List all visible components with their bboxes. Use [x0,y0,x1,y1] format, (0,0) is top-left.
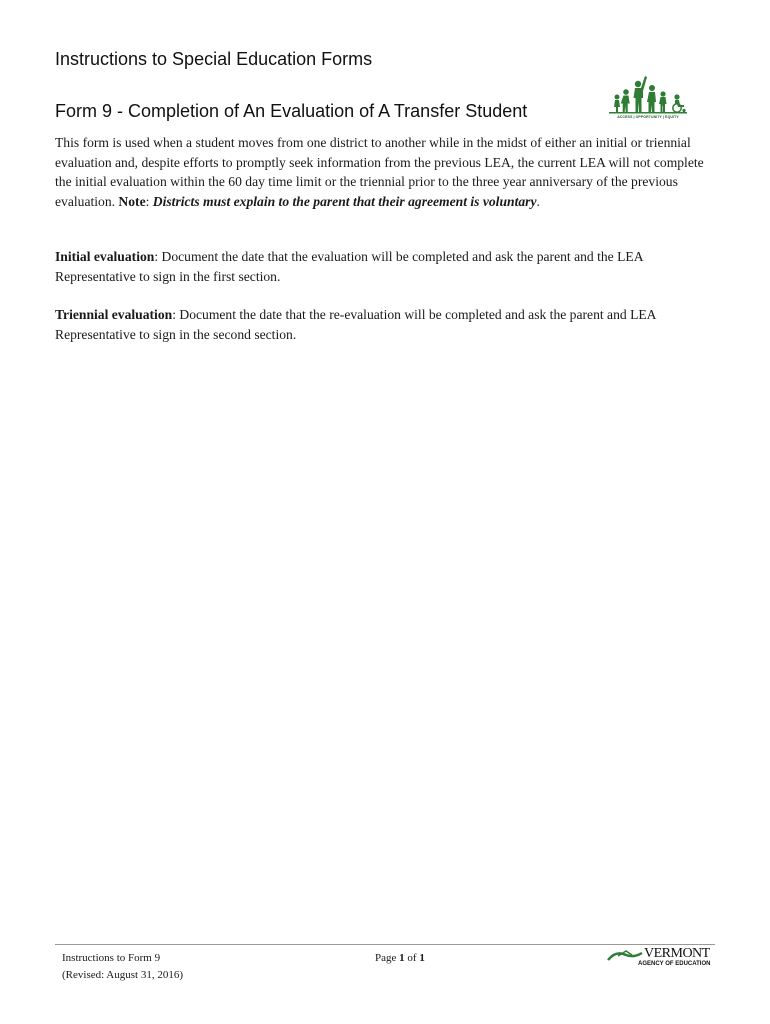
logo-tagline: ACCESS | OPPORTUNITY | EQUITY [617,115,679,119]
initial-evaluation-paragraph [55,247,705,286]
page-mid: of [404,952,420,964]
footer-divider [55,944,715,945]
initial-evaluation-text: : Document the date that the evaluation will be completed and ask the parent and the LEA Representative to sign in the first section. [55,249,643,284]
agency-of-education-wordmark: AGENCY OF EDUCATION [638,961,711,967]
page-prefix: Page [375,952,400,964]
footer-form-info [62,950,183,984]
footer-form-name: Instructions to Form 9 [62,952,161,964]
form-title: Form 9 - Completion of An Evaluation of A Transfer Student [55,101,528,121]
intro-paragraph [55,133,705,212]
triennial-evaluation-label: Triennial evaluation [55,307,173,322]
page-current: 1 [399,952,405,964]
header-title: Instructions to Special Education Forms [55,49,373,69]
note-label: Note [118,194,146,210]
footer-page-number [375,950,425,967]
note-text: Districts must explain to the parent that their agreement is voluntary [152,194,537,210]
initial-evaluation-label: Initial evaluation [55,249,155,264]
vermont-wordmark: VERMONT [644,946,710,961]
page-total: 1 [419,952,425,964]
triennial-evaluation-paragraph [55,305,705,344]
footer-revised-date: (Revised: August 31, 2016) [62,969,183,981]
note-end: . [536,194,540,210]
triennial-evaluation-text: : Document the date that the re-evaluation will be completed and ask the parent and LEA Representative to sign in the second section. [55,307,656,342]
intro-text: This form is used when a student moves from one district to another while in the midst of either an initial or triennial evaluation and, despite efforts to promptly seek information from the previous LEA, the current LEA will not complete the initial evaluation within the 60 day time limit or the triennial prior to the three year anniversary of the previous evaluation. [55,135,704,210]
note-separator: : [145,194,153,210]
